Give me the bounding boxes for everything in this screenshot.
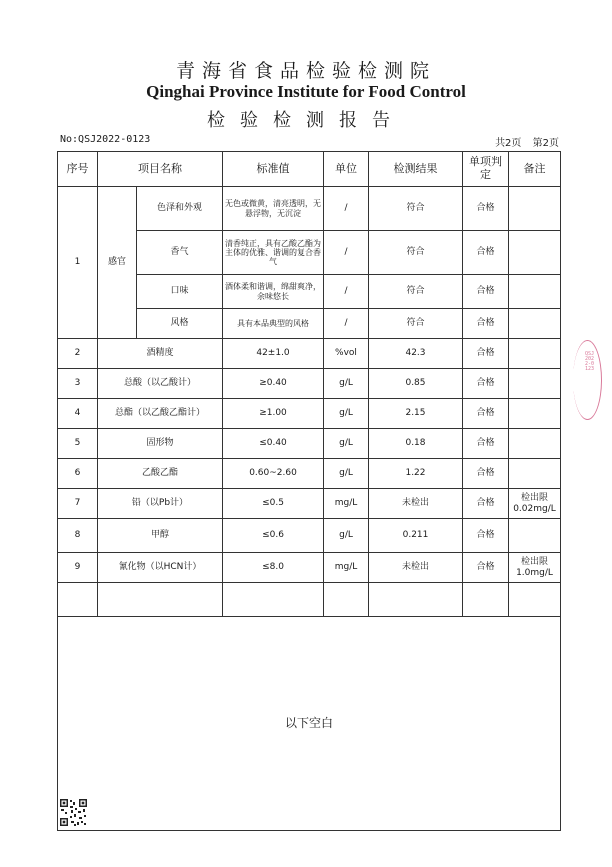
cell-verdict: 合格 bbox=[463, 399, 509, 429]
cell-remark bbox=[509, 187, 561, 231]
cell-group: 感官 bbox=[98, 187, 137, 339]
cell-item: 风格 bbox=[137, 309, 223, 339]
cell-standard: ≥1.00 bbox=[223, 399, 324, 429]
cell-remark bbox=[509, 231, 561, 275]
qr-code-icon bbox=[59, 798, 88, 827]
cell-item: 固形物 bbox=[98, 429, 223, 459]
cell-unit: mg/L bbox=[324, 489, 369, 519]
cell-verdict: 合格 bbox=[463, 369, 509, 399]
cell-result: 0.85 bbox=[369, 369, 463, 399]
cell-item: 甲醇 bbox=[98, 519, 223, 553]
cell-remark bbox=[509, 583, 561, 617]
header-unit: 单位 bbox=[324, 152, 369, 187]
cell-verdict: 合格 bbox=[463, 187, 509, 231]
table-header-row bbox=[58, 152, 561, 187]
cell-item: 铅（以Pb计） bbox=[98, 489, 223, 519]
cell-unit: g/L bbox=[324, 399, 369, 429]
table-row bbox=[58, 187, 561, 231]
cell-verdict: 合格 bbox=[463, 275, 509, 309]
cell-unit: %vol bbox=[324, 339, 369, 369]
cell-result: 未检出 bbox=[369, 553, 463, 583]
cell-verdict: 合格 bbox=[463, 553, 509, 583]
cell-unit: g/L bbox=[324, 459, 369, 489]
cell-item bbox=[98, 583, 223, 617]
table-row bbox=[58, 489, 561, 519]
cell-remark bbox=[509, 339, 561, 369]
cell-seq: 4 bbox=[58, 399, 98, 429]
cell-seq: 8 bbox=[58, 519, 98, 553]
cell-result: 0.18 bbox=[369, 429, 463, 459]
table-row bbox=[58, 339, 561, 369]
total-pages: 共2页 bbox=[495, 138, 522, 149]
cell-standard: ≥0.40 bbox=[223, 369, 324, 399]
cell-standard: ≤0.40 bbox=[223, 429, 324, 459]
cell-unit bbox=[324, 583, 369, 617]
table-row bbox=[58, 583, 561, 617]
table-row bbox=[58, 429, 561, 459]
cell-item: 色泽和外观 bbox=[137, 187, 223, 231]
blank-row bbox=[58, 617, 561, 831]
cell-remark bbox=[509, 369, 561, 399]
header-item: 项目名称 bbox=[98, 152, 223, 187]
cell-item: 氰化物（以HCN计） bbox=[98, 553, 223, 583]
cell-verdict: 合格 bbox=[463, 519, 509, 553]
cell-standard: ≤0.5 bbox=[223, 489, 324, 519]
cell-standard: ≤8.0 bbox=[223, 553, 324, 583]
cell-standard: 0.60~2.60 bbox=[223, 459, 324, 489]
cell-remark: 检出限0.02mg/L bbox=[509, 489, 561, 519]
cell-item: 总酯（以乙酸乙酯计） bbox=[98, 399, 223, 429]
page-number: 第2页 bbox=[532, 138, 559, 149]
cell-remark bbox=[509, 399, 561, 429]
cell-result: 42.3 bbox=[369, 339, 463, 369]
cell-unit: / bbox=[324, 231, 369, 275]
institute-name-en: Qinghai Province Institute for Food Control bbox=[146, 82, 466, 101]
cell-result: 1.22 bbox=[369, 459, 463, 489]
header-remark: 备注 bbox=[509, 152, 561, 187]
cell-verdict: 合格 bbox=[463, 489, 509, 519]
cell-item: 口味 bbox=[137, 275, 223, 309]
table-row bbox=[58, 399, 561, 429]
cell-verdict: 合格 bbox=[463, 339, 509, 369]
cell-seq: 1 bbox=[58, 187, 98, 339]
table-row bbox=[58, 369, 561, 399]
cell-seq: 9 bbox=[58, 553, 98, 583]
cell-verdict: 合格 bbox=[463, 231, 509, 275]
header-result: 检测结果 bbox=[369, 152, 463, 187]
cell-item: 酒精度 bbox=[98, 339, 223, 369]
table-row bbox=[58, 519, 561, 553]
cell-standard: 具有本品典型的风格 bbox=[223, 309, 324, 339]
cell-result: 0.211 bbox=[369, 519, 463, 553]
cell-seq bbox=[58, 583, 98, 617]
table-row bbox=[58, 459, 561, 489]
cell-standard: 酒体柔和谐调，绵甜爽净，余味悠长 bbox=[223, 275, 324, 309]
cell-result: 符合 bbox=[369, 275, 463, 309]
header-seq: 序号 bbox=[58, 152, 98, 187]
cell-standard bbox=[223, 583, 324, 617]
page-indicator bbox=[487, 134, 559, 149]
cell-unit: / bbox=[324, 309, 369, 339]
cell-result: 2.15 bbox=[369, 399, 463, 429]
cell-item: 总酸（以乙酸计） bbox=[98, 369, 223, 399]
cell-standard: ≤0.6 bbox=[223, 519, 324, 553]
cell-seq: 3 bbox=[58, 369, 98, 399]
cell-item: 乙酸乙酯 bbox=[98, 459, 223, 489]
cell-standard: 42±1.0 bbox=[223, 339, 324, 369]
cell-verdict: 合格 bbox=[463, 309, 509, 339]
cell-standard: 无色或微黄，清亮透明，无悬浮物，无沉淀 bbox=[223, 187, 324, 231]
cell-result: 符合 bbox=[369, 309, 463, 339]
cell-result: 符合 bbox=[369, 187, 463, 231]
cell-remark bbox=[509, 429, 561, 459]
table-row bbox=[58, 553, 561, 583]
cell-seq: 6 bbox=[58, 459, 98, 489]
cell-unit: / bbox=[324, 275, 369, 309]
cell-verdict bbox=[463, 583, 509, 617]
header-standard: 标准值 bbox=[223, 152, 324, 187]
cell-remark bbox=[509, 459, 561, 489]
cell-remark bbox=[509, 275, 561, 309]
cell-remark bbox=[509, 519, 561, 553]
report-number: No:QSJ2022-0123 bbox=[60, 134, 151, 145]
cell-result: 符合 bbox=[369, 231, 463, 275]
blank-note: 以下空白 bbox=[284, 715, 333, 730]
cell-remark: 检出限1.0mg/L bbox=[509, 553, 561, 583]
cell-result: 未检出 bbox=[369, 489, 463, 519]
cell-unit: g/L bbox=[324, 429, 369, 459]
institute-name-cn: 青海省食品检验检测院 bbox=[175, 60, 436, 82]
header-verdict: 单项判定 bbox=[463, 152, 509, 187]
cell-unit: g/L bbox=[324, 369, 369, 399]
cell-unit: / bbox=[324, 187, 369, 231]
blank-cell bbox=[58, 617, 561, 831]
results-table bbox=[57, 151, 561, 831]
cell-verdict: 合格 bbox=[463, 459, 509, 489]
cell-standard: 清香纯正，具有乙酸乙酯为主体的优雅、谐调的复合香气 bbox=[223, 231, 324, 275]
cell-item: 香气 bbox=[137, 231, 223, 275]
cell-seq: 2 bbox=[58, 339, 98, 369]
cell-verdict: 合格 bbox=[463, 429, 509, 459]
cell-remark bbox=[509, 309, 561, 339]
cell-seq: 5 bbox=[58, 429, 98, 459]
cell-unit: g/L bbox=[324, 519, 369, 553]
cell-seq: 7 bbox=[58, 489, 98, 519]
cell-result bbox=[369, 583, 463, 617]
seal-stamp-text: QSJ2022-0123 bbox=[585, 351, 595, 372]
cell-unit: mg/L bbox=[324, 553, 369, 583]
report-title: 检验检测报告 bbox=[207, 110, 405, 131]
